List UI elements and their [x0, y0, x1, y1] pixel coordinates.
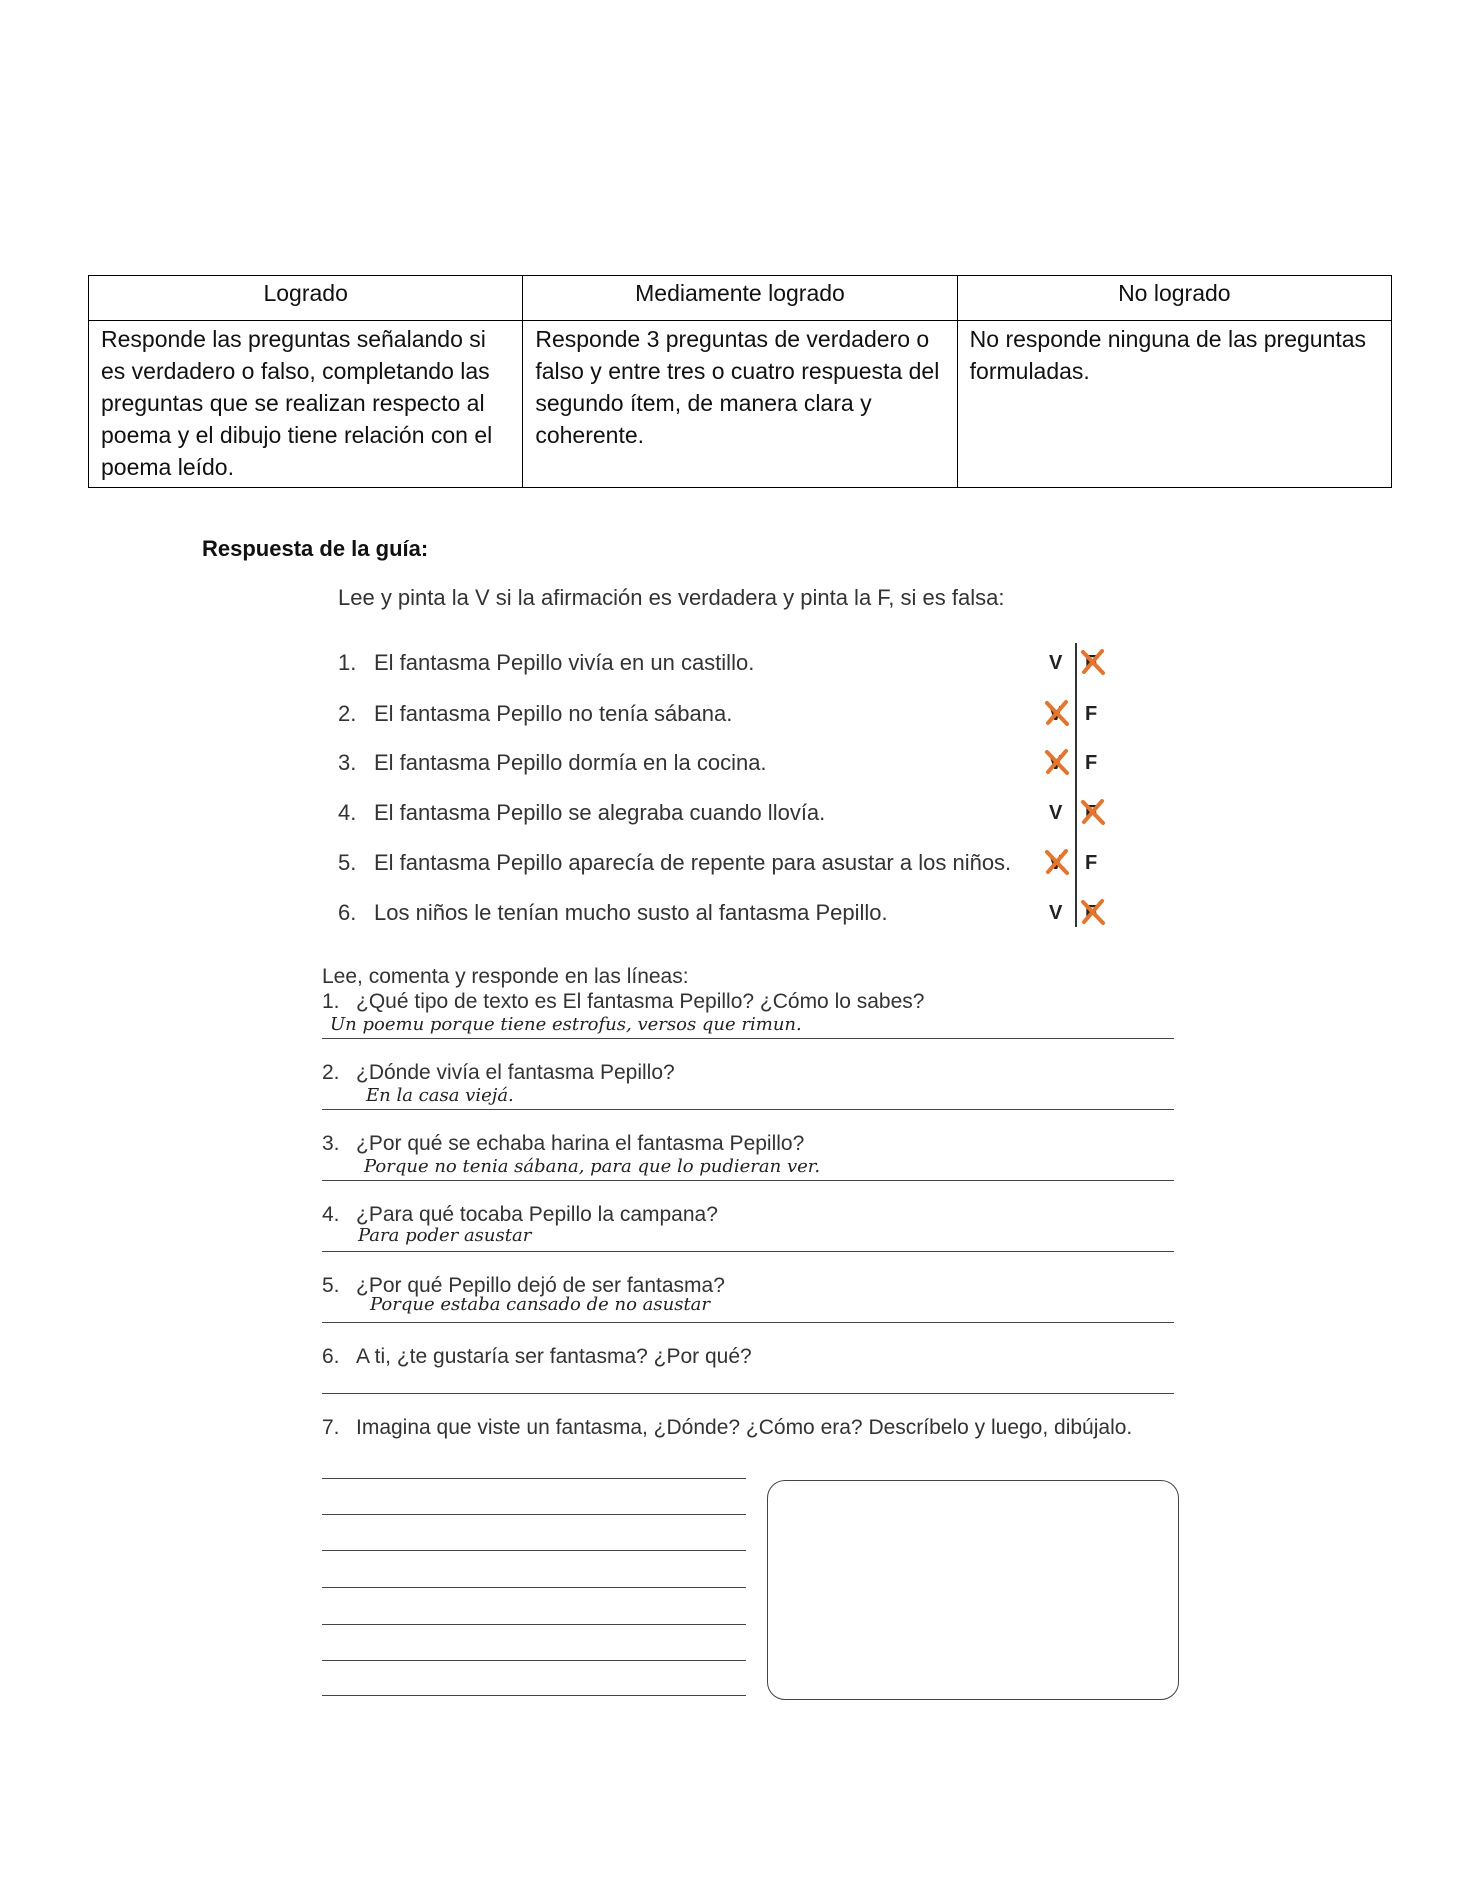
- tf-statement-number: 3.: [338, 750, 357, 775]
- rubric-cell-logrado: Responde las preguntas señalando si es verdadero o falso, completando las preguntas que se realizan respecto al poema y el dibujo tiene relación con el poema leído.: [89, 321, 523, 488]
- tf-statement-text: El fantasma Pepillo vivía en un castillo.: [374, 650, 755, 675]
- question-item: [322, 1132, 1174, 1177]
- false-option: F: [1085, 852, 1098, 874]
- handwritten-answer: Para poder asustar: [358, 1225, 532, 1246]
- cross-mark-icon: [1043, 848, 1071, 876]
- tf-statement-text: El fantasma Pepillo no tenía sábana.: [374, 701, 733, 726]
- answer-line: [322, 1038, 1174, 1039]
- question-item: [322, 1416, 1174, 1440]
- handwritten-answer: Porque no tenia sábana, para que lo pudieran ver.: [364, 1156, 821, 1177]
- question-number: 1.: [322, 990, 340, 1013]
- false-option: F: [1085, 902, 1098, 924]
- answer-line: [322, 1660, 746, 1661]
- true-option: V: [1049, 852, 1063, 874]
- question-item: [322, 1345, 1174, 1369]
- true-option: V: [1049, 752, 1063, 774]
- question-number: 5.: [322, 1274, 340, 1297]
- question-item: [322, 990, 1174, 1035]
- tf-statement-number: 2.: [338, 701, 357, 726]
- questions-intro: Lee, comenta y responde en las líneas:: [322, 965, 689, 988]
- answer-line: [322, 1695, 746, 1696]
- rubric-cell-no-logrado: No responde ninguna de las preguntas formuladas.: [957, 321, 1391, 488]
- false-option: F: [1085, 703, 1098, 725]
- tf-statement-text: El fantasma Pepillo dormía en la cocina.: [374, 750, 767, 775]
- tf-statement-text: Los niños le tenían mucho susto al fantasma Pepillo.: [374, 900, 888, 925]
- handwritten-answer: En la casa viejá.: [366, 1085, 514, 1106]
- question-number: 4.: [322, 1203, 340, 1226]
- answer-line: [322, 1393, 1174, 1394]
- cross-mark-icon: [1079, 898, 1107, 926]
- answer-line: [322, 1180, 1174, 1181]
- false-option: F: [1085, 802, 1098, 824]
- rubric-header-logrado: Logrado: [89, 276, 523, 321]
- cross-mark-icon: [1079, 648, 1107, 676]
- question-text: A ti, ¿te gustaría ser fantasma? ¿Por qué?: [356, 1345, 752, 1368]
- rubric-cell-mediamente-logrado: Responde 3 preguntas de verdadero o falso y entre tres o cuatro respuesta del segundo ítem, de manera clara y coherente.: [523, 321, 957, 488]
- question-text: ¿Qué tipo de texto es El fantasma Pepillo? ¿Cómo lo sabes?: [356, 990, 925, 1013]
- answer-line: [322, 1322, 1174, 1323]
- answer-line: [322, 1478, 746, 1479]
- question-item: [322, 1274, 1174, 1315]
- tf-divider: [1075, 643, 1077, 927]
- question-text: Imagina que viste un fantasma, ¿Dónde? ¿Cómo era? Descríbelo y luego, dibújalo.: [356, 1416, 1133, 1439]
- false-option: F: [1085, 752, 1098, 774]
- tf-statement-number: 6.: [338, 900, 357, 925]
- question-text: ¿Para qué tocaba Pepillo la campana?: [356, 1203, 718, 1226]
- tf-statement-number: 1.: [338, 650, 357, 675]
- true-option: V: [1049, 902, 1063, 924]
- question-item: [322, 1203, 1174, 1246]
- question-number: 7.: [322, 1416, 340, 1439]
- answer-line: [322, 1550, 746, 1551]
- tf-instruction: Lee y pinta la V si la afirmación es verdadera y pinta la F, si es falsa:: [338, 585, 1005, 610]
- answer-line: [322, 1109, 1174, 1110]
- rubric-header-no-logrado: No logrado: [957, 276, 1391, 321]
- tf-statement-number: 5.: [338, 850, 357, 875]
- question-number: 6.: [322, 1345, 340, 1368]
- rubric-header-mediamente-logrado: Mediamente logrado: [523, 276, 957, 321]
- question-text: ¿Por qué Pepillo dejó de ser fantasma?: [356, 1274, 725, 1297]
- handwritten-answer: Porque estaba cansado de no asustar: [370, 1294, 711, 1315]
- handwritten-answer: Un poemu porque tiene estrofus, versos que rimun.: [330, 1014, 802, 1035]
- tf-statement-number: 4.: [338, 800, 357, 825]
- tf-statement-text: El fantasma Pepillo aparecía de repente para asustar a los niños.: [374, 850, 1012, 875]
- false-option: F: [1085, 652, 1098, 674]
- answer-line: [322, 1514, 746, 1515]
- question-text: ¿Por qué se echaba harina el fantasma Pepillo?: [356, 1132, 805, 1155]
- answer-line: [322, 1587, 746, 1588]
- answer-line: [322, 1624, 746, 1625]
- true-option: V: [1049, 703, 1063, 725]
- question-number: 3.: [322, 1132, 340, 1155]
- true-option: V: [1049, 802, 1063, 824]
- cross-mark-icon: [1043, 699, 1071, 727]
- question-text: ¿Dónde vivía el fantasma Pepillo?: [356, 1061, 675, 1084]
- section-title: Respuesta de la guía:: [202, 536, 429, 561]
- tf-statement-text: El fantasma Pepillo se alegraba cuando llovía.: [374, 800, 826, 825]
- answer-line: [322, 1251, 1174, 1252]
- cross-mark-icon: [1079, 798, 1107, 826]
- cross-mark-icon: [1043, 748, 1071, 776]
- question-item: [322, 1061, 1174, 1106]
- question-number: 2.: [322, 1061, 340, 1084]
- true-option: V: [1049, 652, 1063, 674]
- drawing-box: [767, 1480, 1179, 1700]
